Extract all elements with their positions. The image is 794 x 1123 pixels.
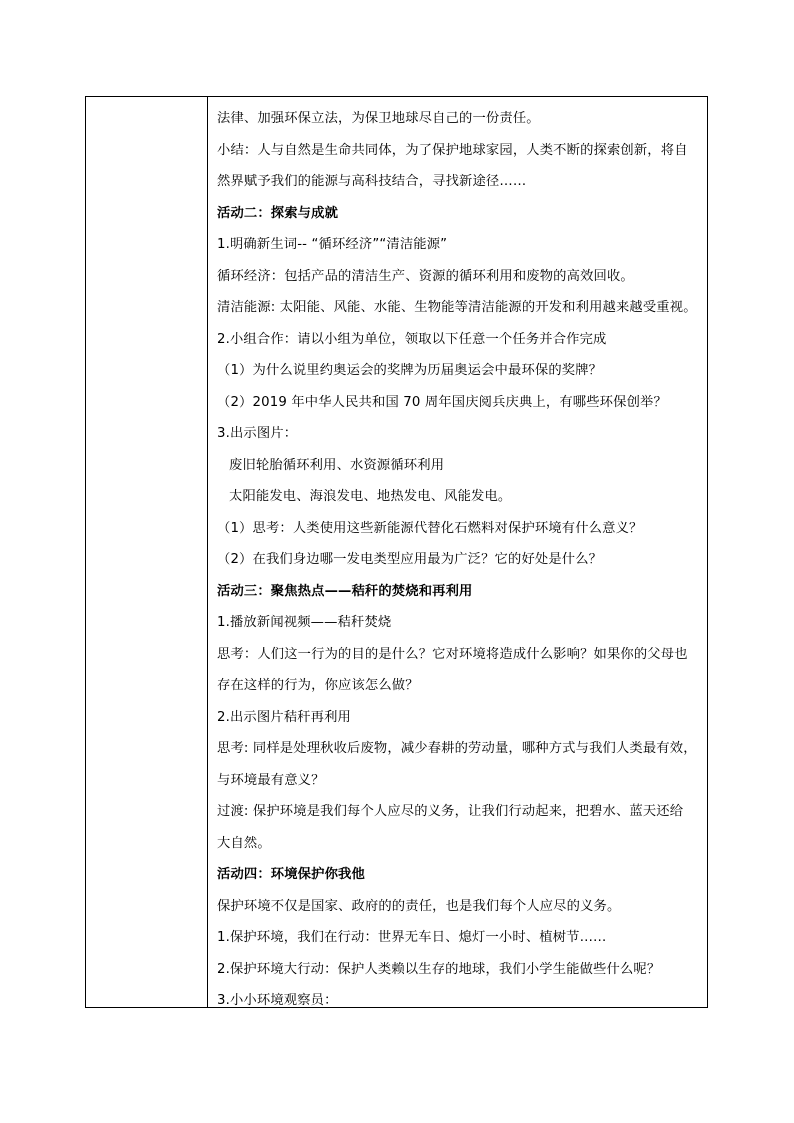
summary-line: 小结：人与自然是生命共同体，为了保护地球家园，人类不断的探索创新，将自 [217,142,688,158]
text-line: 保护环境不仅是国家、政府的的责任，也是我们每个人应尽的义务。 [217,898,621,914]
text-line: 过渡: 保护环境是我们每个人应尽的义务，让我们行动起来，把碧水、蓝天还给 [217,804,684,819]
text-line: 3.出示图片： [217,426,298,441]
text-line: 1.播放新闻视频——秸秆焚烧 [217,615,392,630]
text-line: 清洁能源: 太阳能、风能、水能、生物能等清洁能源的开发和利用越来越受重视。 [217,300,697,315]
activity-4-heading: 活动四：环境保护你我他 [217,867,365,882]
lesson-content [217,103,711,1017]
question-line: （2）2019 年中华人民共和国 70 周年国庆阅兵庆典上，有哪些环保创举？ [217,394,667,410]
text-line: 2.保护环境大行动：保护人类赖以生存的地球，我们小学生能做些什么呢？ [217,961,661,977]
question-line: （1）思考：人类使用这些新能源代替化石燃料对保护环境有什么意义？ [217,520,643,536]
lesson-table [85,96,708,1008]
question-line: （1）为什么说里约奥运会的奖牌为历届奥运会中最环保的奖牌？ [217,363,603,378]
table-right-column [208,97,707,1007]
summary-line: 然界赋予我们的能源与高科技结合，寻找新途径…… [217,174,527,189]
text-line: 大自然。 [217,835,271,851]
text-line: 与环境最有意义？ [217,772,325,788]
table-left-column [86,97,208,1007]
activity-2-heading: 活动二：探索与成就 [217,205,339,221]
text-line: 废旧轮胎循环利用、水资源循环利用 [229,457,445,473]
text-line: 3.小小环境观察员： [217,993,338,1008]
text-line: 循环经济：包括产品的清洁生产、资源的循环利用和废物的高效回收。 [217,268,634,284]
text-line: 思考：人们这一行为的目的是什么？它对环境将造成什么影响？如果你的父母也 [217,646,688,662]
question-line: （2）在我们身边哪一发电类型应用最为广泛？它的好处是什么？ [217,552,603,567]
text-line: 2.小组合作：请以小组为单位，领取以下任意一个任务并合作完成 [217,331,607,347]
text-line: 存在这样的行为，你应该怎么做？ [217,678,419,693]
activity-3-heading: 活动三：聚焦热点——秸秆的焚烧和再利用 [217,583,473,599]
text-line: 2.出示图片秸秆再利用 [217,709,352,725]
text-line: 法律、加强环保立法，为保卫地球尽自己的一份责任。 [217,111,540,126]
text-line: 1.明确新生词-- “循环经济”“清洁能源” [217,237,448,252]
text-line: 思考: 同样是处理秋收后废物，减少春耕的劳动量，哪种方式与我们人类最有效， [217,741,697,756]
text-line: 1.保护环境，我们在行动：世界无车日、熄灯一小时、植树节…… [217,930,607,945]
text-line: 太阳能发电、海浪发电、地热发电、风能发电。 [229,489,512,504]
